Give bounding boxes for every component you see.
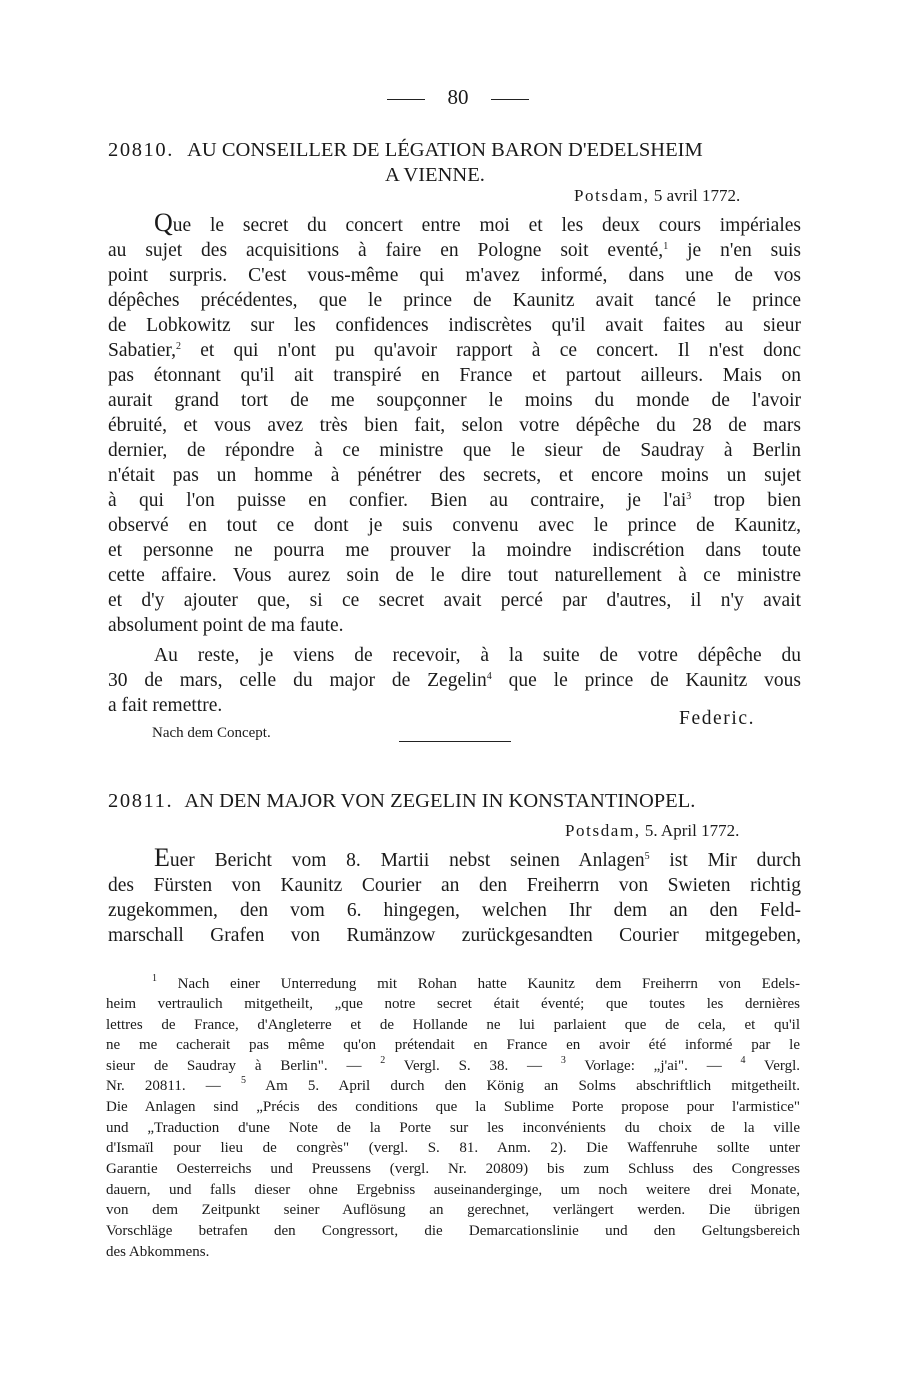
letter-addressee: AN DEN MAJOR VON ZEGELIN IN KONSTANTINOPEL.	[184, 790, 696, 812]
signature: Federic.	[679, 708, 756, 729]
body-line: à qui l'on puisse en confier. Bien au contraire, je $l'ai^3$ trop bien	[108, 490, 801, 511]
body-line: Euer Bericht vom 8. Martii nebst seinen Anlagen$^5$ ist Mir durch	[154, 843, 802, 872]
footnote-line: lettres de France, d'Angleterre et de Hollande ne lui parlaient que de cela, et qu'il	[106, 1017, 800, 1033]
letter-date: 5. April 1772.	[644, 821, 740, 840]
footnote-ref: 2	[175, 341, 181, 352]
footnote-line: Garantie Oesterreichs und Preussens (vergl. Nr. 20809) bis zum Schluss des Congresses	[106, 1161, 800, 1177]
source-note: Nach dem Concept.	[152, 725, 271, 741]
body-line: marschall Grafen von Rumänzow zurückgesandten Courier mitgegeben,	[108, 925, 801, 946]
footnote-line: Nr. 20811. — $^5$ Am 5. April durch den König an Solms abschriftlich mitgetheilt.	[106, 1075, 800, 1094]
drop-initial: Q	[154, 208, 173, 237]
letter-place: Potsdam,	[574, 186, 650, 205]
letter-heading-20810	[108, 138, 703, 163]
body-line: et d'y ajouter que, si ce secret avait percé par d'autres, il n'y avait	[108, 590, 801, 611]
letter-separator	[399, 741, 511, 742]
letter-number: 20810.	[108, 139, 174, 161]
footnote-ref: 3	[686, 491, 692, 502]
footnote-ref: 1	[663, 241, 669, 252]
footnote-marker: 1	[152, 973, 157, 984]
footnote-line: sieur de Saudray à Berlin". — $^2$ Vergl. S. 38. — $^3$ Vorlage: „j'ai". — $^4$ Vergl.	[106, 1055, 800, 1074]
body-line: absolument point de ma faute.	[108, 615, 344, 636]
body-line: cette affaire. Vous aurez soin de le dire tout naturellement à ce ministre	[108, 565, 801, 586]
footnote-marker: 2	[380, 1055, 386, 1066]
body-line: Au reste, je viens de recevoir, à la suite de votre dépêche du	[154, 645, 801, 666]
page-number: 80	[447, 85, 469, 109]
body-line: ébruité, et vous avez très bien fait, selon votre dépêche du 28 de mars	[108, 415, 801, 436]
page-number-rule-left	[387, 99, 425, 100]
footnote-line: von dem Zeitpunkt seiner Auflösung an gerechnet, verlängert werden. Die übrigen	[106, 1202, 800, 1218]
footnote-marker: 4	[740, 1055, 746, 1066]
drop-initial: E	[154, 843, 170, 872]
body-line: a fait remettre.	[108, 695, 223, 716]
letter-dateline	[574, 183, 740, 208]
letter-addressee: AU CONSEILLER DE LÉGATION BARON D'EDELSHEIM	[187, 139, 703, 161]
body-line: Sabatier,$^2$ et qui n'ont pu qu'avoir rapport à ce concert. Il n'est donc	[108, 340, 801, 361]
body-line: et personne ne pourra me prouver la moindre indiscrétion dans toute	[108, 540, 801, 561]
body-line: dernier, de répondre à ce ministre que le sieur de Saudray à Berlin	[108, 440, 801, 461]
letter-date: 5 avril 1772.	[653, 186, 741, 205]
footnote-ref: 4	[486, 671, 492, 682]
footnote-line: dauern, und falls dieser ohne Ergebniss auseinanderginge, um noch weitere drei Monate,	[106, 1182, 800, 1198]
body-line: n'était pas un homme à pénétrer des secrets, et encore moins un sujet	[108, 465, 801, 486]
letter-place: Potsdam,	[565, 821, 641, 840]
body-line: des Fürsten von Kaunitz Courier an den Freiherrn von Swieten richtig	[108, 875, 801, 896]
body-line: dépêches précédentes, que le prince de Kaunitz avait tancé le prince	[108, 290, 801, 311]
body-line: 30 de mars, celle du major de Zegelin$^4$ que le prince de Kaunitz vous	[108, 670, 801, 691]
footnote-line: $^1$ Nach einer Unterredung mit Rohan hatte Kaunitz dem Freiherrn von Edels-	[152, 973, 800, 992]
body-line: point surpris. C'est vous-même qui m'avez informé, dans une de vos	[108, 265, 801, 286]
footnote-line: Vorschläge betrafen den Congressort, die Demarcationslinie und den Geltungsbereich	[106, 1223, 800, 1239]
footnote-marker: 3	[560, 1055, 566, 1066]
body-line: pas étonnant qu'il ait transpiré en France et partout ailleurs. Mais on	[108, 365, 801, 386]
body-line: zugekommen, den vom 6. hingegen, welchen Ihr dem an den Feld-	[108, 900, 801, 921]
body-line: observé en tout ce dont je suis convenu avec le prince de Kaunitz,	[108, 515, 801, 536]
footnote-line: Die Anlagen sind „Précis des conditions que la Sublime Porte propose pour l'armistice"	[106, 1099, 800, 1115]
letter-dateline	[565, 818, 739, 843]
footnote-marker: 5	[240, 1075, 246, 1086]
body-line: au sujet des acquisitions à faire en Pologne soit eventé,$^1$ je n'en suis	[108, 240, 801, 261]
footnote-ref: 5	[644, 851, 650, 862]
footnote-line: d'Ismaïl pour lieu de congrès" (vergl. S. 81. Anm. 2). Die Waffenruhe sollte unter	[106, 1140, 800, 1156]
page-number-rule-right	[491, 99, 529, 100]
letter-heading-line2: A VIENNE.	[385, 164, 485, 186]
letter-heading-20811	[108, 789, 695, 814]
footnote-line: heim vertraulich mitgetheilt, „que notre secret était éventé; que toutes les dernières	[106, 996, 800, 1012]
body-line: aurait grand tort de me soupçonner le moins du monde de l'avoir	[108, 390, 801, 411]
body-line: Que le secret du concert entre moi et les deux cours impériales	[154, 208, 801, 237]
letter-number: 20811.	[108, 790, 174, 812]
footnote-line: und „Traduction d'une Note de la Porte sur les inconvénients du choix de la ville	[106, 1120, 800, 1136]
footnote-line: ne me cacherait pas même qu'on prétendait en France en avoir été informé par le	[106, 1037, 800, 1053]
footnote-line: des Abkommens.	[106, 1244, 210, 1260]
body-line: de Lobkowitz sur les confidences indiscrètes qu'il avait faites au sieur	[108, 315, 801, 336]
